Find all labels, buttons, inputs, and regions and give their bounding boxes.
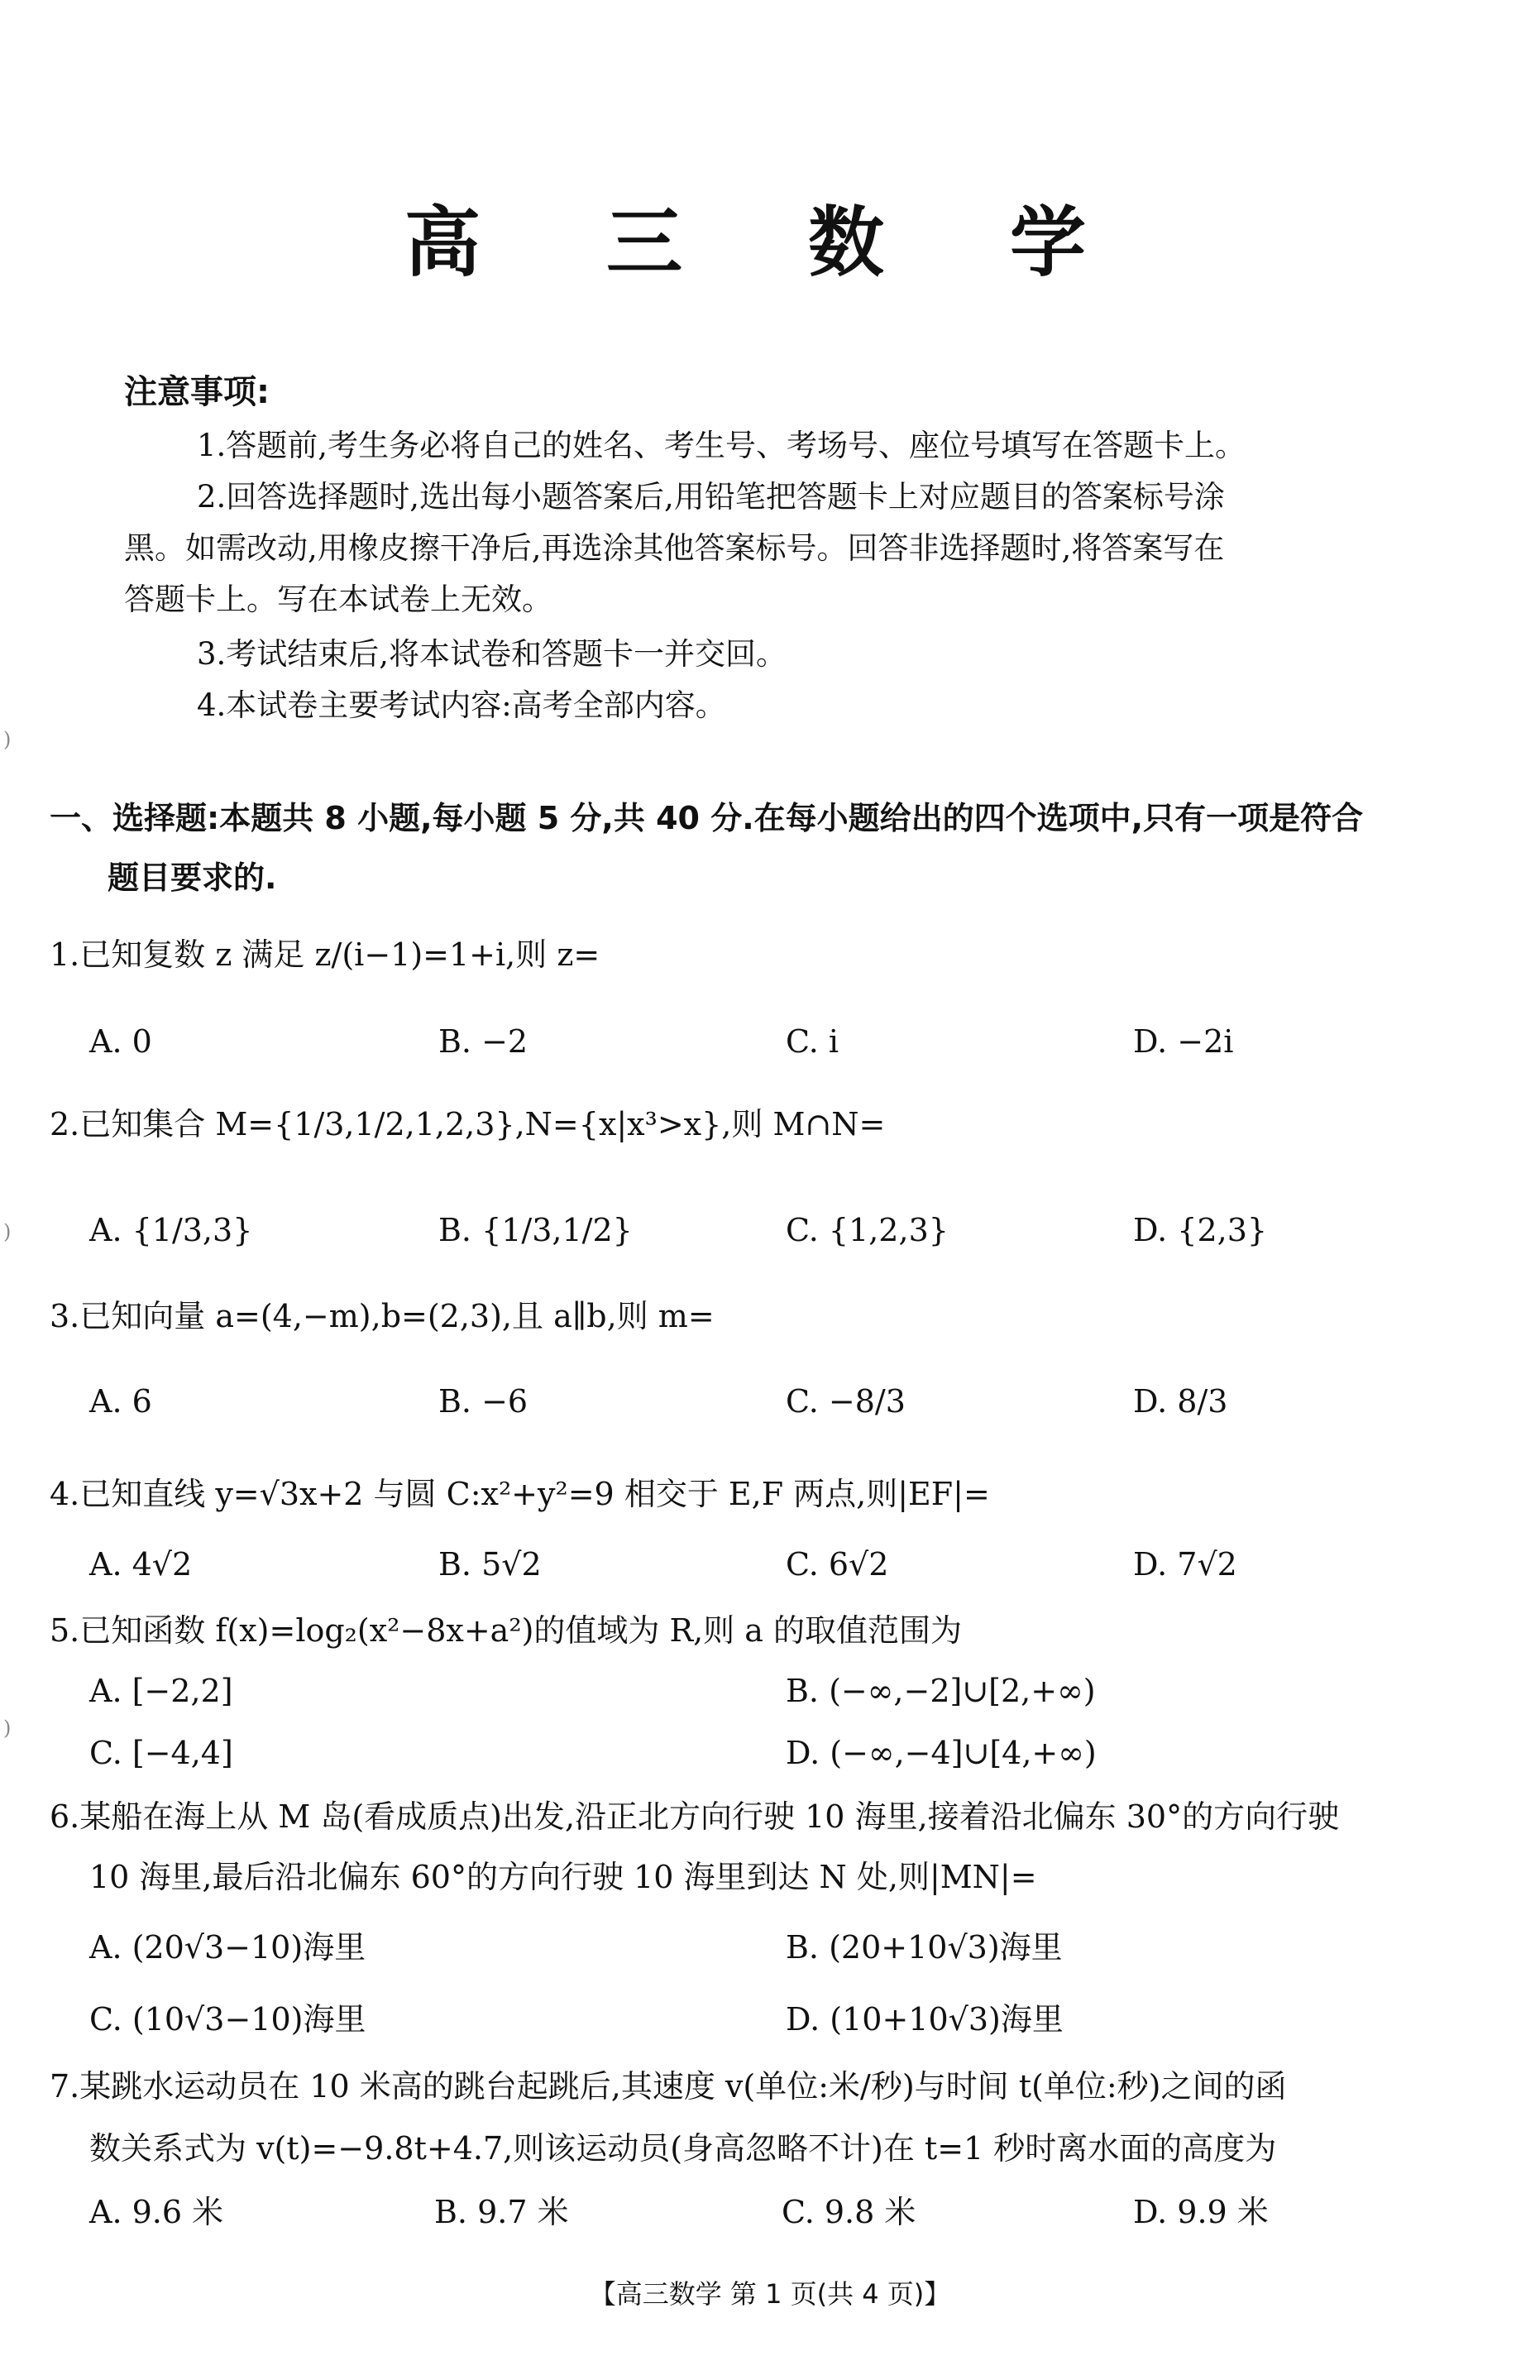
question-6-stem-line-1: 6.某船在海上从 M 岛(看成质点)出发,沿正北方向行驶 10 海里,接着沿北偏东 30°的方向行驶: [50, 1798, 1340, 1835]
question-2-option-d: D. {2,3}: [1133, 1212, 1268, 1248]
notice-line-5: 3.考试结束后,将本试卷和答题卡一并交回。: [197, 636, 787, 672]
section-heading-line-1: 一、选择题:本题共 8 小题,每小题 5 分,共 40 分.在每小题给出的四个选项中,只有一项是符合: [50, 800, 1364, 836]
notice-heading: 注意事项:: [124, 373, 270, 411]
question-6-option-b: B. (20+10√3)海里: [786, 1929, 1063, 1966]
notice-line-2: 2.回答选择题时,选出每小题答案后,用铅笔把答题卡上对应题目的答案标号涂: [197, 479, 1225, 515]
question-1-stem: 1.已知复数 z 满足 z/(i−1)=1+i,则 z=: [50, 936, 600, 973]
question-6-option-d: D. (10+10√3)海里: [786, 2001, 1064, 2038]
scan-mark: ): [3, 1220, 12, 1243]
question-1-option-b: B. −2: [438, 1023, 528, 1060]
question-3-stem: 3.已知向量 a=(4,−m),b=(2,3),且 a∥b,则 m=: [50, 1298, 715, 1334]
page-footer: 【高三数学 第 1 页(共 4 页)】: [589, 2278, 951, 2310]
question-3-option-b: B. −6: [438, 1383, 528, 1420]
notice-line-1: 1.答题前,考生务必将自己的姓名、考生号、考场号、座位号填写在答题卡上。: [197, 428, 1246, 463]
notice-line-6: 4.本试卷主要考试内容:高考全部内容。: [197, 687, 726, 723]
question-6-stem-line-2: 10 海里,最后沿北偏东 60°的方向行驶 10 海里到达 N 处,则|MN|=: [89, 1859, 1037, 1895]
question-4-stem: 4.已知直线 y=√3x+2 与圆 C:x²+y²=9 相交于 E,F 两点,则|EF|=: [50, 1476, 990, 1512]
question-7-option-d: D. 9.9 米: [1133, 2194, 1269, 2230]
question-2-option-b: B. {1/3,1/2}: [438, 1212, 633, 1248]
question-1-option-d: D. −2i: [1133, 1023, 1234, 1060]
scan-mark: ): [3, 1717, 12, 1740]
question-2-stem: 2.已知集合 M={1/3,1/2,1,2,3},N={x|x³>x},则 M∩N=: [50, 1106, 886, 1142]
question-1-option-a: A. 0: [89, 1023, 152, 1060]
question-3-option-c: C. −8/3: [786, 1383, 906, 1420]
question-1-option-c: C. i: [786, 1023, 839, 1060]
question-7-stem-line-2: 数关系式为 v(t)=−9.8t+4.7,则该运动员(身高忽略不计)在 t=1 秒时离水面的高度为: [89, 2130, 1277, 2167]
question-7-option-b: B. 9.7 米: [434, 2194, 569, 2230]
question-5-stem: 5.已知函数 f(x)=log₂(x²−8x+a²)的值域为 R,则 a 的取值范围为: [50, 1612, 962, 1649]
scan-mark: ): [3, 728, 12, 751]
question-7-option-c: C. 9.8 米: [782, 2194, 916, 2230]
question-7-option-a: A. 9.6 米: [89, 2194, 224, 2230]
question-5-option-b: B. (−∞,−2]∪[2,+∞): [786, 1673, 1096, 1709]
question-3-option-d: D. 8/3: [1133, 1383, 1228, 1420]
notice-line-3: 黑。如需改动,用橡皮擦干净后,再选涂其他答案标号。回答非选择题时,将答案写在: [124, 530, 1225, 566]
question-6-option-c: C. (10√3−10)海里: [89, 2001, 366, 2038]
section-heading-line-2: 题目要求的.: [108, 860, 277, 896]
notice-line-4: 答题卡上。写在本试卷上无效。: [124, 582, 552, 617]
question-4-option-a: A. 4√2: [89, 1546, 193, 1583]
question-2-option-c: C. {1,2,3}: [786, 1212, 949, 1248]
question-7-stem-line-1: 7.某跳水运动员在 10 米高的跳台起跳后,其速度 v(单位:米/秒)与时间 t(单位:秒)之间的函: [50, 2068, 1287, 2105]
question-4-option-b: B. 5√2: [438, 1546, 542, 1583]
question-4-option-d: D. 7√2: [1133, 1546, 1237, 1583]
question-6-option-a: A. (20√3−10)海里: [89, 1929, 366, 1966]
question-5-option-a: A. [−2,2]: [89, 1673, 233, 1709]
question-5-option-d: D. (−∞,−4]∪[4,+∞): [786, 1735, 1097, 1771]
question-4-option-c: C. 6√2: [786, 1546, 889, 1583]
page-title: 高 三 数 学: [404, 199, 1136, 287]
question-5-option-c: C. [−4,4]: [89, 1735, 233, 1771]
question-3-option-a: A. 6: [89, 1383, 152, 1420]
question-2-option-a: A. {1/3,3}: [89, 1212, 253, 1248]
